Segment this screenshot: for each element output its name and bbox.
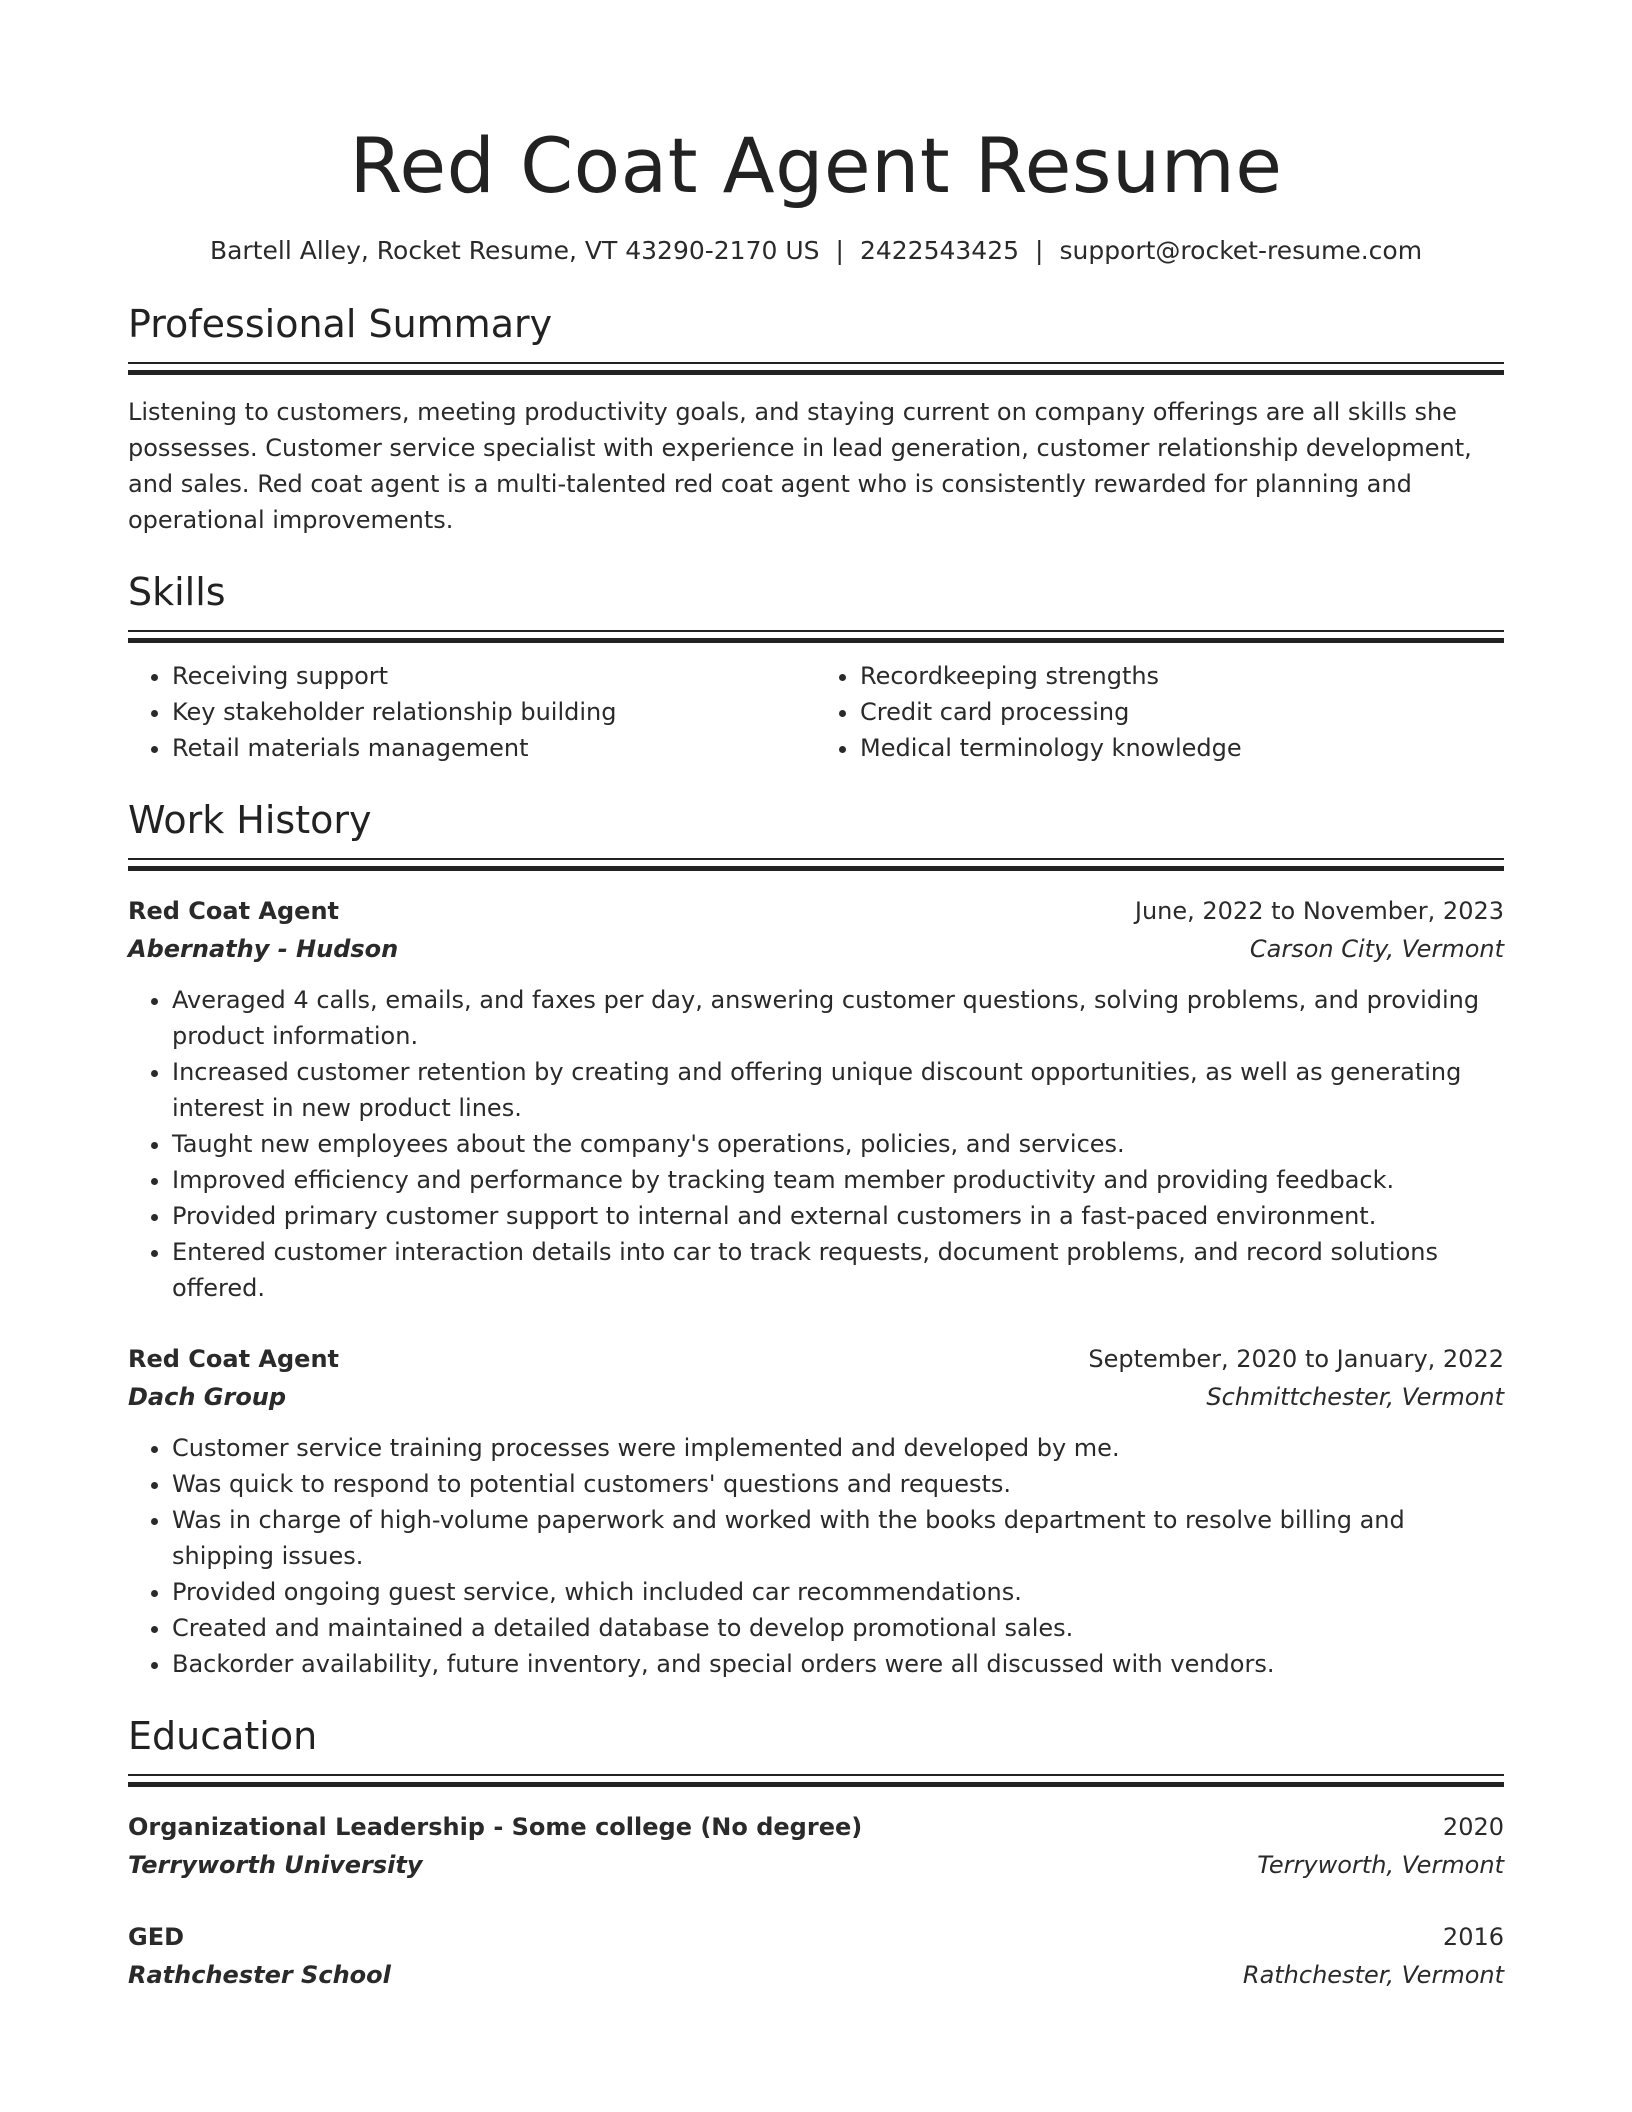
education-school: Terryworth University bbox=[128, 1851, 423, 1879]
job-bullet: • Taught new employees about the company's operations, policies, and services. bbox=[172, 1126, 1504, 1162]
skill-item: • Key stakeholder relationship building bbox=[172, 694, 816, 730]
job-title-row bbox=[128, 1340, 1504, 1378]
job-location: Schmittchester, Vermont bbox=[1206, 1383, 1504, 1411]
job-bullet: • Backorder availability, future inventory, and special orders were all discussed with vendors. bbox=[172, 1646, 1504, 1682]
education-entry bbox=[128, 1808, 1504, 1884]
job-bullets bbox=[128, 982, 1504, 1306]
work-section bbox=[128, 796, 1504, 1682]
education-location: Terryworth, Vermont bbox=[1257, 1851, 1504, 1879]
job-bullet: • Provided primary customer support to internal and external customers in a fast-paced environment. bbox=[172, 1198, 1504, 1234]
education-school-row bbox=[128, 1846, 1504, 1884]
contact-separator: | bbox=[835, 236, 844, 265]
job-bullets bbox=[128, 1430, 1504, 1682]
skills-left-list bbox=[128, 658, 816, 766]
education-heading: Education bbox=[128, 1714, 318, 1758]
contact-line bbox=[128, 234, 1504, 268]
education-degree: Organizational Leadership - Some college (No degree) bbox=[128, 1813, 863, 1841]
job-title: Red Coat Agent bbox=[128, 897, 340, 925]
job-bullet: • Created and maintained a detailed database to develop promotional sales. bbox=[172, 1610, 1504, 1646]
summary-heading: Professional Summary bbox=[128, 302, 553, 346]
education-section bbox=[128, 1712, 1504, 1994]
education-location: Rathchester, Vermont bbox=[1242, 1961, 1504, 1989]
section-divider bbox=[128, 858, 1504, 870]
job-title: Red Coat Agent bbox=[128, 1345, 340, 1373]
skills-heading: Skills bbox=[128, 570, 226, 614]
job-bullet: • Averaged 4 calls, emails, and faxes per day, answering customer questions, solving problems, and providing product information. bbox=[172, 982, 1504, 1054]
job-bullet: • Entered customer interaction details into car to track requests, document problems, and record solutions offered. bbox=[172, 1234, 1504, 1306]
skill-item: • Receiving support bbox=[172, 658, 816, 694]
job-entry bbox=[128, 1340, 1504, 1682]
job-bullet: • Improved efficiency and performance by tracking team member productivity and providing feedback. bbox=[172, 1162, 1504, 1198]
contact-phone: 2422543425 bbox=[859, 236, 1020, 265]
job-company: Dach Group bbox=[128, 1383, 287, 1411]
work-heading: Work History bbox=[128, 798, 372, 842]
section-divider bbox=[128, 630, 1504, 642]
education-year: 2016 bbox=[1442, 1923, 1504, 1951]
job-location: Carson City, Vermont bbox=[1249, 935, 1504, 963]
section-divider bbox=[128, 362, 1504, 374]
job-company: Abernathy - Hudson bbox=[128, 935, 399, 963]
education-degree-row bbox=[128, 1808, 1504, 1846]
skills-columns bbox=[128, 658, 1504, 766]
education-school: Rathchester School bbox=[128, 1961, 391, 1989]
job-bullet: • Customer service training processes were implemented and developed by me. bbox=[172, 1430, 1504, 1466]
job-dates: September, 2020 to January, 2022 bbox=[1088, 1345, 1504, 1373]
summary-text: Listening to customers, meeting productivity goals, and staying current on company offerings are all skills she possesses. Customer service specialist with experience in lead generation, customer relationship development, and sales. Red coat agent is a multi-talented red coat agent who is consistently rewarded for planning and operational improvements. bbox=[128, 398, 1472, 534]
section-divider bbox=[128, 1774, 1504, 1786]
skill-item: • Recordkeeping strengths bbox=[860, 658, 1504, 694]
job-entry bbox=[128, 892, 1504, 1306]
education-school-row bbox=[128, 1956, 1504, 1994]
job-dates: June, 2022 to November, 2023 bbox=[1134, 897, 1504, 925]
skills-right-list bbox=[816, 658, 1504, 766]
contact-address: Bartell Alley, Rocket Resume, VT 43290-2170 US bbox=[209, 236, 820, 265]
skill-item: • Medical terminology knowledge bbox=[860, 730, 1504, 766]
skill-item: • Retail materials management bbox=[172, 730, 816, 766]
job-bullet: • Increased customer retention by creating and offering unique discount opportunities, as well as generating interest in new product lines. bbox=[172, 1054, 1504, 1126]
job-bullet: • Was quick to respond to potential customers' questions and requests. bbox=[172, 1466, 1504, 1502]
skills-section bbox=[128, 568, 1504, 766]
education-degree: GED bbox=[128, 1923, 185, 1951]
contact-separator: | bbox=[1035, 236, 1044, 265]
job-company-row bbox=[128, 930, 1504, 968]
education-entry bbox=[128, 1918, 1504, 1994]
resume-title: Red Coat Agent Resume bbox=[349, 121, 1283, 210]
contact-email: support@rocket-resume.com bbox=[1059, 236, 1423, 265]
job-company-row bbox=[128, 1378, 1504, 1416]
summary-section bbox=[128, 300, 1504, 538]
education-degree-row bbox=[128, 1918, 1504, 1956]
skill-item: • Credit card processing bbox=[860, 694, 1504, 730]
education-year: 2020 bbox=[1442, 1813, 1504, 1841]
job-bullet: • Was in charge of high-volume paperwork and worked with the books department to resolve billing and shipping issues. bbox=[172, 1502, 1504, 1574]
job-title-row bbox=[128, 892, 1504, 930]
job-bullet: • Provided ongoing guest service, which included car recommendations. bbox=[172, 1574, 1504, 1610]
